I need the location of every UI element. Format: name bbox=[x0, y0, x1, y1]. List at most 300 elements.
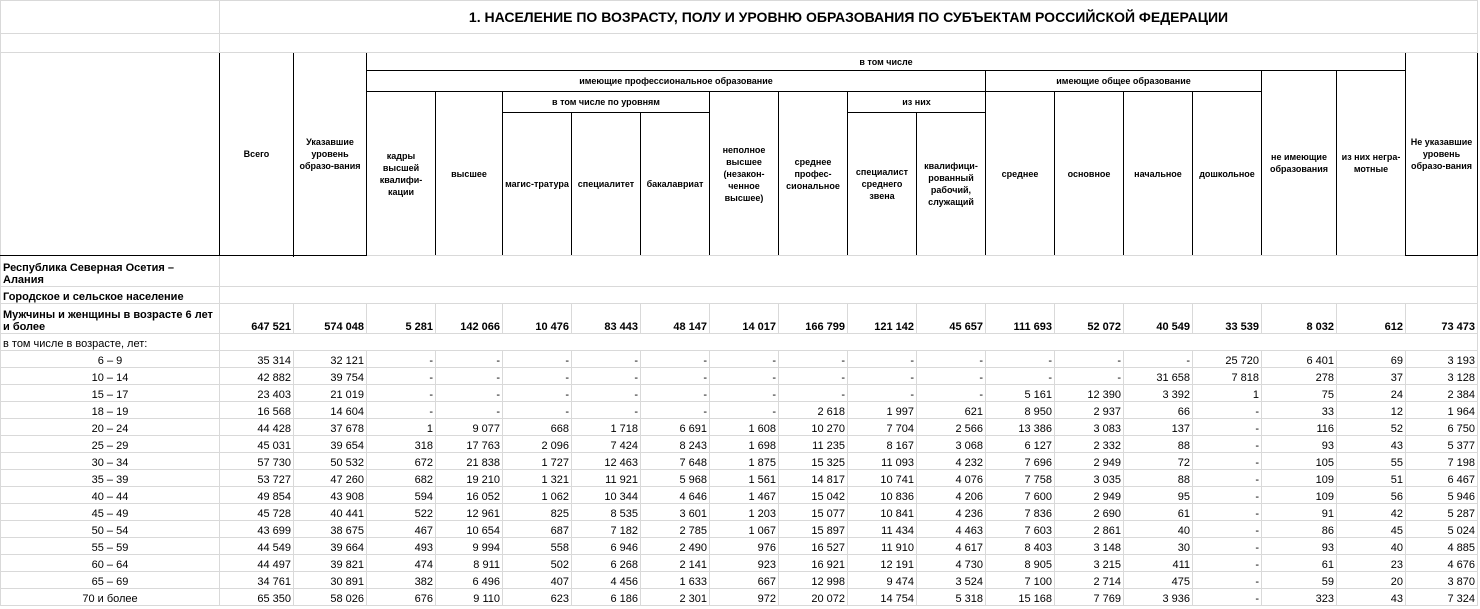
data-cell[interactable]: 42 882 bbox=[220, 368, 294, 385]
data-cell[interactable]: 3 035 bbox=[1055, 470, 1124, 487]
data-cell[interactable]: 5 968 bbox=[641, 470, 710, 487]
data-cell[interactable]: 12 961 bbox=[436, 504, 503, 521]
data-cell[interactable]: 116 bbox=[1262, 419, 1337, 436]
data-cell[interactable]: 6 186 bbox=[572, 589, 641, 606]
age-label[interactable]: 55 – 59 bbox=[1, 538, 220, 555]
data-cell[interactable]: 7 818 bbox=[1193, 368, 1262, 385]
age-label[interactable]: 65 – 69 bbox=[1, 572, 220, 589]
data-cell[interactable]: 105 bbox=[1262, 453, 1337, 470]
data-cell[interactable]: 1 608 bbox=[710, 419, 779, 436]
data-cell[interactable]: 2 490 bbox=[641, 538, 710, 555]
data-cell[interactable]: 6 750 bbox=[1406, 419, 1478, 436]
region-label[interactable]: Республика Северная Осетия – Алания bbox=[1, 256, 220, 287]
data-cell[interactable]: 44 428 bbox=[220, 419, 294, 436]
data-cell[interactable]: 11 235 bbox=[779, 436, 848, 453]
data-cell[interactable]: 8 911 bbox=[436, 555, 503, 572]
data-cell[interactable]: 23 bbox=[1337, 555, 1406, 572]
data-cell[interactable]: 57 730 bbox=[220, 453, 294, 470]
age-label[interactable]: 40 – 44 bbox=[1, 487, 220, 504]
total-value-cell[interactable]: 73 473 bbox=[1406, 304, 1478, 334]
total-row-label[interactable]: Мужчины и женщины в возрасте 6 лет и более bbox=[1, 304, 220, 334]
data-cell[interactable]: 5 287 bbox=[1406, 504, 1478, 521]
data-cell[interactable]: 9 077 bbox=[436, 419, 503, 436]
data-cell[interactable]: 15 897 bbox=[779, 521, 848, 538]
data-cell[interactable]: 10 836 bbox=[848, 487, 917, 504]
data-cell[interactable]: 86 bbox=[1262, 521, 1337, 538]
data-cell[interactable]: 10 741 bbox=[848, 470, 917, 487]
total-value-cell[interactable]: 33 539 bbox=[1193, 304, 1262, 334]
data-cell[interactable]: 2 384 bbox=[1406, 385, 1478, 402]
data-cell[interactable]: 278 bbox=[1262, 368, 1337, 385]
data-cell[interactable]: 7 198 bbox=[1406, 453, 1478, 470]
data-cell[interactable]: 59 bbox=[1262, 572, 1337, 589]
total-value-cell[interactable]: 14 017 bbox=[710, 304, 779, 334]
data-cell[interactable]: - bbox=[1055, 368, 1124, 385]
data-cell[interactable]: - bbox=[779, 368, 848, 385]
data-cell[interactable]: 6 127 bbox=[986, 436, 1055, 453]
data-cell[interactable]: 407 bbox=[503, 572, 572, 589]
data-cell[interactable]: 66 bbox=[1124, 402, 1193, 419]
data-cell[interactable]: 4 076 bbox=[917, 470, 986, 487]
data-cell[interactable]: 23 403 bbox=[220, 385, 294, 402]
data-cell[interactable]: - bbox=[1193, 453, 1262, 470]
data-cell[interactable]: - bbox=[710, 402, 779, 419]
data-cell[interactable]: - bbox=[436, 368, 503, 385]
age-label[interactable]: 15 – 17 bbox=[1, 385, 220, 402]
data-cell[interactable]: 2 937 bbox=[1055, 402, 1124, 419]
data-cell[interactable]: 467 bbox=[367, 521, 436, 538]
data-cell[interactable]: 318 bbox=[367, 436, 436, 453]
data-cell[interactable]: 5 024 bbox=[1406, 521, 1478, 538]
data-cell[interactable]: - bbox=[572, 385, 641, 402]
data-cell[interactable]: 21 019 bbox=[294, 385, 367, 402]
data-cell[interactable]: - bbox=[367, 368, 436, 385]
data-cell[interactable]: 2 949 bbox=[1055, 453, 1124, 470]
data-cell[interactable]: 13 386 bbox=[986, 419, 1055, 436]
total-value-cell[interactable]: 121 142 bbox=[848, 304, 917, 334]
data-cell[interactable]: 672 bbox=[367, 453, 436, 470]
data-cell[interactable]: 382 bbox=[367, 572, 436, 589]
data-cell[interactable]: 6 946 bbox=[572, 538, 641, 555]
total-value-cell[interactable]: 647 521 bbox=[220, 304, 294, 334]
data-cell[interactable]: - bbox=[367, 385, 436, 402]
data-cell[interactable]: 7 704 bbox=[848, 419, 917, 436]
age-subheader[interactable]: в том числе в возрасте, лет: bbox=[1, 334, 220, 351]
data-cell[interactable]: 16 527 bbox=[779, 538, 848, 555]
data-cell[interactable]: 1 bbox=[367, 419, 436, 436]
data-cell[interactable]: 3 083 bbox=[1055, 419, 1124, 436]
data-cell[interactable]: 12 bbox=[1337, 402, 1406, 419]
data-cell[interactable]: - bbox=[572, 368, 641, 385]
data-cell[interactable]: 3 068 bbox=[917, 436, 986, 453]
data-cell[interactable]: 1 633 bbox=[641, 572, 710, 589]
data-cell[interactable]: 5 318 bbox=[917, 589, 986, 606]
data-cell[interactable]: 1 875 bbox=[710, 453, 779, 470]
data-cell[interactable]: 3 392 bbox=[1124, 385, 1193, 402]
data-cell[interactable]: 8 167 bbox=[848, 436, 917, 453]
data-cell[interactable]: - bbox=[986, 351, 1055, 368]
data-cell[interactable]: 75 bbox=[1262, 385, 1337, 402]
data-cell[interactable]: 5 161 bbox=[986, 385, 1055, 402]
data-cell[interactable]: - bbox=[1193, 521, 1262, 538]
data-cell[interactable]: 2 714 bbox=[1055, 572, 1124, 589]
data-cell[interactable]: 9 994 bbox=[436, 538, 503, 555]
data-cell[interactable]: 7 182 bbox=[572, 521, 641, 538]
data-cell[interactable]: 6 268 bbox=[572, 555, 641, 572]
data-cell[interactable]: 411 bbox=[1124, 555, 1193, 572]
data-cell[interactable]: 1 203 bbox=[710, 504, 779, 521]
data-cell[interactable]: 1 727 bbox=[503, 453, 572, 470]
age-label[interactable]: 18 – 19 bbox=[1, 402, 220, 419]
data-cell[interactable]: 11 921 bbox=[572, 470, 641, 487]
data-cell[interactable]: 2 141 bbox=[641, 555, 710, 572]
data-cell[interactable]: 323 bbox=[1262, 589, 1337, 606]
data-cell[interactable]: 25 720 bbox=[1193, 351, 1262, 368]
data-cell[interactable]: 2 690 bbox=[1055, 504, 1124, 521]
data-cell[interactable]: 42 bbox=[1337, 504, 1406, 521]
corner-cell[interactable] bbox=[1, 1, 220, 34]
spacer-cell[interactable] bbox=[1, 34, 220, 53]
data-cell[interactable]: 825 bbox=[503, 504, 572, 521]
age-label[interactable]: 25 – 29 bbox=[1, 436, 220, 453]
data-cell[interactable]: 65 350 bbox=[220, 589, 294, 606]
data-cell[interactable]: 7 424 bbox=[572, 436, 641, 453]
data-cell[interactable]: 6 496 bbox=[436, 572, 503, 589]
data-cell[interactable]: - bbox=[641, 368, 710, 385]
data-cell[interactable]: 668 bbox=[503, 419, 572, 436]
data-cell[interactable]: 1 bbox=[1193, 385, 1262, 402]
data-cell[interactable]: - bbox=[436, 385, 503, 402]
data-cell[interactable]: 1 561 bbox=[710, 470, 779, 487]
data-cell[interactable]: 522 bbox=[367, 504, 436, 521]
data-cell[interactable]: 14 604 bbox=[294, 402, 367, 419]
data-cell[interactable]: 72 bbox=[1124, 453, 1193, 470]
total-value-cell[interactable]: 142 066 bbox=[436, 304, 503, 334]
data-cell[interactable]: 2 301 bbox=[641, 589, 710, 606]
data-cell[interactable]: 7 648 bbox=[641, 453, 710, 470]
data-cell[interactable]: 7 836 bbox=[986, 504, 1055, 521]
data-cell[interactable]: 3 193 bbox=[1406, 351, 1478, 368]
age-label[interactable]: 50 – 54 bbox=[1, 521, 220, 538]
data-cell[interactable]: 7 696 bbox=[986, 453, 1055, 470]
data-cell[interactable]: 4 885 bbox=[1406, 538, 1478, 555]
data-cell[interactable]: - bbox=[367, 402, 436, 419]
data-cell[interactable]: - bbox=[917, 368, 986, 385]
data-cell[interactable]: - bbox=[1193, 504, 1262, 521]
data-cell[interactable]: 21 838 bbox=[436, 453, 503, 470]
data-cell[interactable]: 20 bbox=[1337, 572, 1406, 589]
data-cell[interactable]: 10 841 bbox=[848, 504, 917, 521]
data-cell[interactable]: 6 467 bbox=[1406, 470, 1478, 487]
data-cell[interactable]: - bbox=[710, 368, 779, 385]
data-cell[interactable]: 40 bbox=[1337, 538, 1406, 555]
data-cell[interactable]: 4 730 bbox=[917, 555, 986, 572]
data-cell[interactable]: - bbox=[1124, 351, 1193, 368]
data-cell[interactable]: 4 463 bbox=[917, 521, 986, 538]
data-cell[interactable]: 4 206 bbox=[917, 487, 986, 504]
data-cell[interactable]: 8 535 bbox=[572, 504, 641, 521]
data-cell[interactable]: - bbox=[848, 351, 917, 368]
data-cell[interactable]: 12 191 bbox=[848, 555, 917, 572]
data-cell[interactable]: 16 052 bbox=[436, 487, 503, 504]
data-cell[interactable]: 3 936 bbox=[1124, 589, 1193, 606]
data-cell[interactable]: 45 031 bbox=[220, 436, 294, 453]
data-cell[interactable]: 1 718 bbox=[572, 419, 641, 436]
total-value-cell[interactable]: 612 bbox=[1337, 304, 1406, 334]
total-value-cell[interactable]: 574 048 bbox=[294, 304, 367, 334]
data-cell[interactable]: - bbox=[1193, 402, 1262, 419]
data-cell[interactable]: 2 618 bbox=[779, 402, 848, 419]
data-cell[interactable]: - bbox=[710, 385, 779, 402]
data-cell[interactable]: 10 654 bbox=[436, 521, 503, 538]
data-cell[interactable]: 69 bbox=[1337, 351, 1406, 368]
data-cell[interactable]: 474 bbox=[367, 555, 436, 572]
data-cell[interactable]: 475 bbox=[1124, 572, 1193, 589]
data-cell[interactable]: - bbox=[572, 402, 641, 419]
data-cell[interactable]: 15 077 bbox=[779, 504, 848, 521]
data-cell[interactable]: 2 861 bbox=[1055, 521, 1124, 538]
data-cell[interactable]: 3 601 bbox=[641, 504, 710, 521]
data-cell[interactable]: 12 390 bbox=[1055, 385, 1124, 402]
data-cell[interactable]: - bbox=[710, 351, 779, 368]
data-cell[interactable]: 2 332 bbox=[1055, 436, 1124, 453]
data-cell[interactable]: - bbox=[503, 368, 572, 385]
data-cell[interactable]: 43 bbox=[1337, 436, 1406, 453]
data-cell[interactable]: - bbox=[436, 351, 503, 368]
data-cell[interactable]: 15 168 bbox=[986, 589, 1055, 606]
data-cell[interactable]: 502 bbox=[503, 555, 572, 572]
data-cell[interactable]: - bbox=[1193, 470, 1262, 487]
total-value-cell[interactable]: 52 072 bbox=[1055, 304, 1124, 334]
data-cell[interactable]: 37 678 bbox=[294, 419, 367, 436]
data-cell[interactable]: 14 754 bbox=[848, 589, 917, 606]
data-cell[interactable]: - bbox=[779, 385, 848, 402]
data-cell[interactable]: 2 949 bbox=[1055, 487, 1124, 504]
data-cell[interactable]: 109 bbox=[1262, 470, 1337, 487]
data-cell[interactable]: 3 870 bbox=[1406, 572, 1478, 589]
data-cell[interactable]: 30 bbox=[1124, 538, 1193, 555]
data-cell[interactable]: 7 324 bbox=[1406, 589, 1478, 606]
data-cell[interactable]: 558 bbox=[503, 538, 572, 555]
data-cell[interactable]: 93 bbox=[1262, 538, 1337, 555]
data-cell[interactable]: 58 026 bbox=[294, 589, 367, 606]
data-cell[interactable]: 3 524 bbox=[917, 572, 986, 589]
data-cell[interactable]: 93 bbox=[1262, 436, 1337, 453]
data-cell[interactable]: - bbox=[1193, 487, 1262, 504]
data-cell[interactable]: 39 821 bbox=[294, 555, 367, 572]
data-cell[interactable]: 10 270 bbox=[779, 419, 848, 436]
data-cell[interactable]: 1 698 bbox=[710, 436, 779, 453]
data-cell[interactable]: 12 463 bbox=[572, 453, 641, 470]
data-cell[interactable]: 55 bbox=[1337, 453, 1406, 470]
data-cell[interactable]: 88 bbox=[1124, 470, 1193, 487]
data-cell[interactable]: 621 bbox=[917, 402, 986, 419]
data-cell[interactable]: 976 bbox=[710, 538, 779, 555]
data-cell[interactable]: - bbox=[572, 351, 641, 368]
data-cell[interactable]: 137 bbox=[1124, 419, 1193, 436]
data-cell[interactable]: 45 728 bbox=[220, 504, 294, 521]
data-cell[interactable]: 3 128 bbox=[1406, 368, 1478, 385]
data-cell[interactable]: 2 785 bbox=[641, 521, 710, 538]
data-cell[interactable]: 49 854 bbox=[220, 487, 294, 504]
data-cell[interactable]: 95 bbox=[1124, 487, 1193, 504]
data-cell[interactable]: 1 067 bbox=[710, 521, 779, 538]
data-cell[interactable]: 1 997 bbox=[848, 402, 917, 419]
data-cell[interactable]: 8 243 bbox=[641, 436, 710, 453]
data-cell[interactable]: 56 bbox=[1337, 487, 1406, 504]
data-cell[interactable]: 7 603 bbox=[986, 521, 1055, 538]
data-cell[interactable]: 1 467 bbox=[710, 487, 779, 504]
age-label[interactable]: 35 – 39 bbox=[1, 470, 220, 487]
population-label[interactable]: Городское и сельское население bbox=[1, 287, 220, 304]
data-cell[interactable]: 19 210 bbox=[436, 470, 503, 487]
data-cell[interactable]: - bbox=[1055, 351, 1124, 368]
data-cell[interactable]: 39 654 bbox=[294, 436, 367, 453]
data-cell[interactable]: 37 bbox=[1337, 368, 1406, 385]
data-cell[interactable]: - bbox=[848, 385, 917, 402]
data-cell[interactable]: 3 148 bbox=[1055, 538, 1124, 555]
data-cell[interactable]: 2 096 bbox=[503, 436, 572, 453]
total-value-cell[interactable]: 40 549 bbox=[1124, 304, 1193, 334]
data-cell[interactable]: - bbox=[503, 402, 572, 419]
data-cell[interactable]: - bbox=[503, 351, 572, 368]
data-cell[interactable]: 676 bbox=[367, 589, 436, 606]
data-cell[interactable]: 44 497 bbox=[220, 555, 294, 572]
data-cell[interactable]: 17 763 bbox=[436, 436, 503, 453]
age-label[interactable]: 6 – 9 bbox=[1, 351, 220, 368]
data-cell[interactable]: 52 bbox=[1337, 419, 1406, 436]
total-value-cell[interactable]: 45 657 bbox=[917, 304, 986, 334]
data-cell[interactable]: - bbox=[917, 385, 986, 402]
data-cell[interactable]: 1 062 bbox=[503, 487, 572, 504]
data-cell[interactable]: 16 921 bbox=[779, 555, 848, 572]
data-cell[interactable]: 5 377 bbox=[1406, 436, 1478, 453]
data-cell[interactable]: 7 100 bbox=[986, 572, 1055, 589]
data-cell[interactable]: 15 042 bbox=[779, 487, 848, 504]
data-cell[interactable]: 40 441 bbox=[294, 504, 367, 521]
data-cell[interactable]: 14 817 bbox=[779, 470, 848, 487]
data-cell[interactable]: 2 566 bbox=[917, 419, 986, 436]
age-label[interactable]: 45 – 49 bbox=[1, 504, 220, 521]
age-label[interactable]: 20 – 24 bbox=[1, 419, 220, 436]
data-cell[interactable]: 39 754 bbox=[294, 368, 367, 385]
data-cell[interactable]: 4 617 bbox=[917, 538, 986, 555]
data-cell[interactable]: 30 891 bbox=[294, 572, 367, 589]
age-label[interactable]: 60 – 64 bbox=[1, 555, 220, 572]
age-label[interactable]: 10 – 14 bbox=[1, 368, 220, 385]
data-cell[interactable]: 24 bbox=[1337, 385, 1406, 402]
data-cell[interactable]: 7 758 bbox=[986, 470, 1055, 487]
data-cell[interactable]: 45 bbox=[1337, 521, 1406, 538]
data-cell[interactable]: 972 bbox=[710, 589, 779, 606]
data-cell[interactable]: 667 bbox=[710, 572, 779, 589]
data-cell[interactable]: 1 964 bbox=[1406, 402, 1478, 419]
data-cell[interactable]: 4 646 bbox=[641, 487, 710, 504]
data-cell[interactable]: 39 664 bbox=[294, 538, 367, 555]
data-cell[interactable]: - bbox=[1193, 538, 1262, 555]
data-cell[interactable]: 43 908 bbox=[294, 487, 367, 504]
data-cell[interactable]: 9 110 bbox=[436, 589, 503, 606]
data-cell[interactable]: 20 072 bbox=[779, 589, 848, 606]
data-cell[interactable]: 6 401 bbox=[1262, 351, 1337, 368]
data-cell[interactable]: 923 bbox=[710, 555, 779, 572]
data-cell[interactable]: 687 bbox=[503, 521, 572, 538]
data-cell[interactable]: 91 bbox=[1262, 504, 1337, 521]
total-value-cell[interactable]: 83 443 bbox=[572, 304, 641, 334]
data-cell[interactable]: 8 950 bbox=[986, 402, 1055, 419]
data-cell[interactable]: 8 905 bbox=[986, 555, 1055, 572]
age-label[interactable]: 30 – 34 bbox=[1, 453, 220, 470]
data-cell[interactable]: 88 bbox=[1124, 436, 1193, 453]
data-cell[interactable]: 15 325 bbox=[779, 453, 848, 470]
data-cell[interactable]: 8 403 bbox=[986, 538, 1055, 555]
data-cell[interactable]: - bbox=[503, 385, 572, 402]
data-cell[interactable]: - bbox=[641, 351, 710, 368]
data-cell[interactable]: - bbox=[641, 385, 710, 402]
data-cell[interactable]: 33 bbox=[1262, 402, 1337, 419]
data-cell[interactable]: 44 549 bbox=[220, 538, 294, 555]
data-cell[interactable]: 32 121 bbox=[294, 351, 367, 368]
total-value-cell[interactable]: 8 032 bbox=[1262, 304, 1337, 334]
total-value-cell[interactable]: 48 147 bbox=[641, 304, 710, 334]
data-cell[interactable]: 4 456 bbox=[572, 572, 641, 589]
data-cell[interactable]: - bbox=[367, 351, 436, 368]
data-cell[interactable]: - bbox=[1193, 555, 1262, 572]
data-cell[interactable]: 4 676 bbox=[1406, 555, 1478, 572]
data-cell[interactable]: 7 769 bbox=[1055, 589, 1124, 606]
data-cell[interactable]: 34 761 bbox=[220, 572, 294, 589]
data-cell[interactable]: 47 260 bbox=[294, 470, 367, 487]
data-cell[interactable]: 6 691 bbox=[641, 419, 710, 436]
data-cell[interactable]: 1 321 bbox=[503, 470, 572, 487]
data-cell[interactable]: 11 434 bbox=[848, 521, 917, 538]
total-value-cell[interactable]: 10 476 bbox=[503, 304, 572, 334]
data-cell[interactable]: 682 bbox=[367, 470, 436, 487]
data-cell[interactable]: 51 bbox=[1337, 470, 1406, 487]
data-cell[interactable]: 11 910 bbox=[848, 538, 917, 555]
data-cell[interactable]: 53 727 bbox=[220, 470, 294, 487]
data-cell[interactable]: 43 699 bbox=[220, 521, 294, 538]
data-cell[interactable]: - bbox=[436, 402, 503, 419]
data-cell[interactable]: - bbox=[848, 368, 917, 385]
data-cell[interactable]: 4 232 bbox=[917, 453, 986, 470]
total-value-cell[interactable]: 111 693 bbox=[986, 304, 1055, 334]
data-cell[interactable]: 43 bbox=[1337, 589, 1406, 606]
data-cell[interactable]: - bbox=[641, 402, 710, 419]
data-cell[interactable]: 9 474 bbox=[848, 572, 917, 589]
data-cell[interactable]: 50 532 bbox=[294, 453, 367, 470]
data-cell[interactable]: - bbox=[986, 368, 1055, 385]
total-value-cell[interactable]: 166 799 bbox=[779, 304, 848, 334]
data-cell[interactable]: 3 215 bbox=[1055, 555, 1124, 572]
data-cell[interactable]: 35 314 bbox=[220, 351, 294, 368]
data-cell[interactable]: 623 bbox=[503, 589, 572, 606]
data-cell[interactable]: 16 568 bbox=[220, 402, 294, 419]
data-cell[interactable]: 61 bbox=[1124, 504, 1193, 521]
data-cell[interactable]: 40 bbox=[1124, 521, 1193, 538]
data-cell[interactable]: 31 658 bbox=[1124, 368, 1193, 385]
data-cell[interactable]: 11 093 bbox=[848, 453, 917, 470]
age-label[interactable]: 70 и более bbox=[1, 589, 220, 606]
data-cell[interactable]: 7 600 bbox=[986, 487, 1055, 504]
data-cell[interactable]: - bbox=[1193, 589, 1262, 606]
data-cell[interactable]: 10 344 bbox=[572, 487, 641, 504]
data-cell[interactable]: 109 bbox=[1262, 487, 1337, 504]
data-cell[interactable]: 4 236 bbox=[917, 504, 986, 521]
data-cell[interactable]: - bbox=[917, 351, 986, 368]
data-cell[interactable]: 61 bbox=[1262, 555, 1337, 572]
data-cell[interactable]: - bbox=[779, 351, 848, 368]
